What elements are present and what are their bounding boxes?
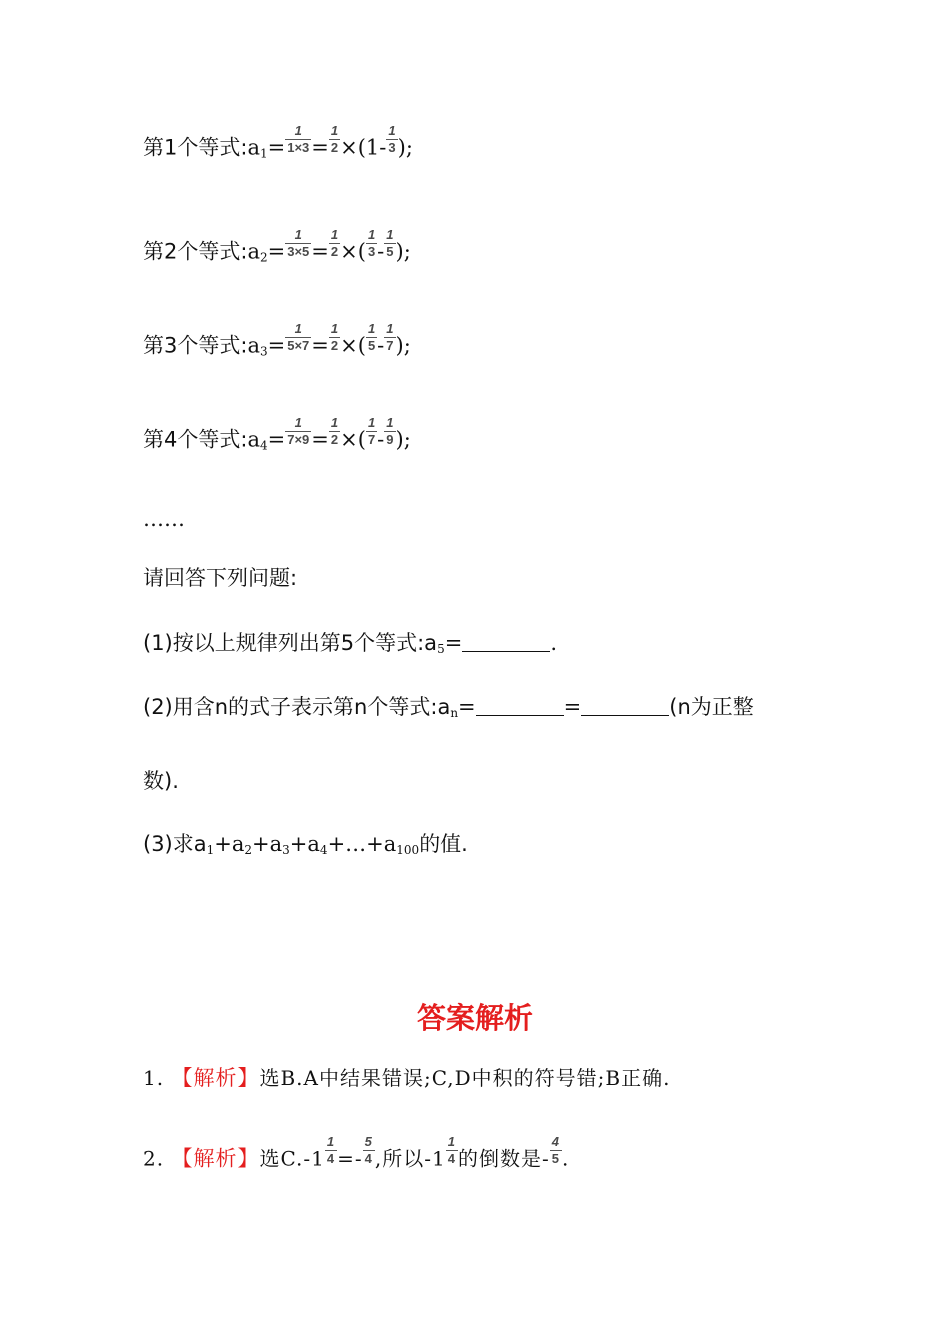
equation-1: 第1个等式$:a_1=$ $\frac{1}{1\times 3}$ = $\frac{1}{2}$ ×(1- $\frac{1}{3}$ );: [143, 123, 413, 161]
fraction: $\frac{1}{1\times 3}$: [287, 123, 310, 155]
fraction: $\frac{1}{7\times 9}$: [287, 415, 310, 447]
fraction: $\frac{5}{4}$: [364, 1134, 373, 1166]
equation-label: 第1个等式:: [143, 135, 248, 160]
fraction: $\frac{1}{3}$: [388, 123, 396, 155]
fraction: $\frac{1}{3}$: [367, 227, 376, 259]
fraction: $\frac{1}{7}$: [367, 415, 376, 447]
question-prompt: 请回答下列问题:: [143, 566, 298, 590]
analysis-tag: 【解析】: [171, 1146, 260, 1171]
fraction: $\frac{1}{4}$: [326, 1134, 336, 1166]
question-3: (3)求$a_1+a_2+a_3+a_4+\dots+a_{100}$的值.: [143, 832, 468, 857]
analysis-tag: 【解析】: [171, 1066, 260, 1090]
fraction: $\frac{1}{7}$: [386, 321, 394, 353]
answer-blank[interactable]: [462, 635, 550, 652]
fraction: $\frac{4}{5}$: [551, 1134, 560, 1166]
fraction-half: $\frac{1}{2}$: [330, 321, 339, 353]
equation-4: 第4个等式$:a_4=$ $\frac{1}{7\times 9}$ = $\frac{1}{2}$ ×( $\frac{1}{7}$ - $\frac{1}{9}$ );: [143, 415, 411, 453]
equation-label: 第3个等式:: [143, 333, 248, 358]
answer-section-title: 答案解析: [416, 1001, 533, 1035]
fraction: $\frac{1}{5\times 7}$: [287, 321, 310, 353]
equation-2: 第2个等式$:a_2=$ $\frac{1}{3\times 5}$ = $\frac{1}{2}$ ×( $\frac{1}{3}$ - $\frac{1}{5}$ );: [143, 227, 411, 265]
answer-blank[interactable]: [581, 699, 669, 716]
fraction: $\frac{1}{5}$: [386, 227, 394, 259]
equation-3: 第3个等式$:a_3=$ $\frac{1}{5\times 7}$ = $\frac{1}{2}$ ×( $\frac{1}{5}$ - $\frac{1}{7}$ );: [143, 321, 411, 359]
equation-label: 第2个等式:: [143, 239, 248, 264]
fraction: $\frac{1}{3\times 5}$: [287, 227, 310, 259]
answer-2: 2. 【解析】选C.-1 $\frac{1}{4}$ =- $\frac{5}{4}$ ,所以-1 $\frac{1}{4}$ 的倒数是- $\frac{4}{5}$ .: [143, 1134, 570, 1171]
equation-label: 第4个等式:: [143, 427, 248, 452]
var-a: a: [247, 135, 260, 160]
fraction-half: $\frac{1}{2}$: [330, 415, 339, 447]
fraction-half: $\frac{1}{2}$: [330, 123, 339, 155]
answer-blank[interactable]: [476, 699, 564, 716]
fraction: $\frac{1}{9}$: [386, 415, 394, 447]
fraction-half: $\frac{1}{2}$: [330, 227, 339, 259]
fraction: $\frac{1}{4}$: [447, 1134, 456, 1166]
answer-1: 1. 【解析】选B.A中结果错误;C,D中积的符号错;B正确.: [143, 1066, 671, 1090]
ellipsis: ……: [143, 507, 185, 531]
question-2: (2)用含n的式子表示第n个等式$:a_n= = (n$为正整: [143, 695, 754, 720]
question-2-continued: 数).: [143, 769, 179, 793]
fraction: $\frac{1}{5}$: [367, 321, 376, 353]
question-1: (1)按以上规律列出第5个等式$:a_5=$ .: [143, 631, 557, 656]
